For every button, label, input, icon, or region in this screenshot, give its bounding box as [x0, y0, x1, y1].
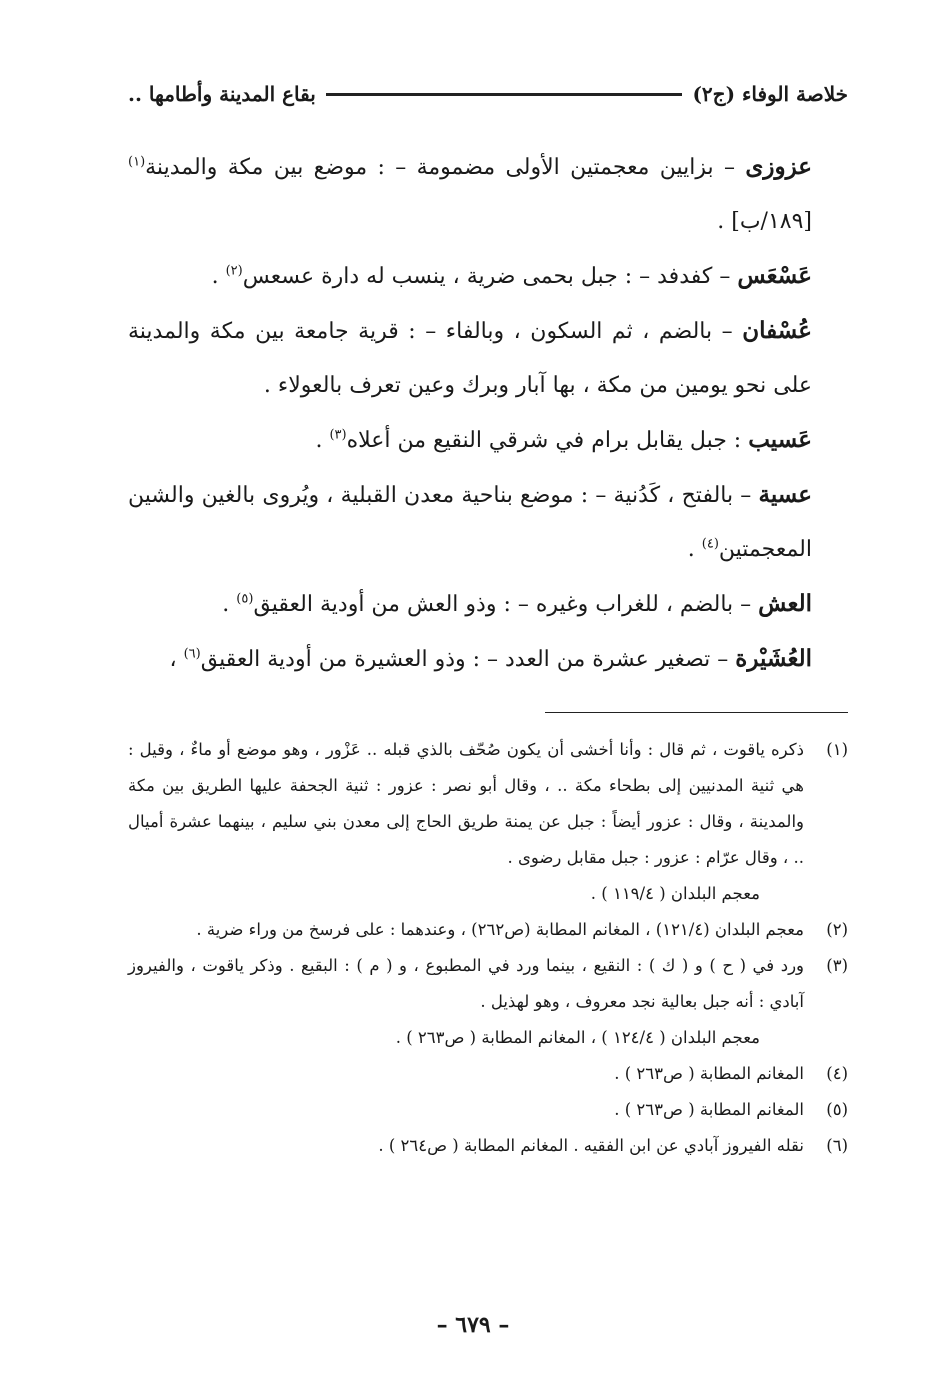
footnote — [128, 912, 848, 948]
footnote-citation: معجم البلدان ( ١١٩/٤ ) . — [590, 884, 760, 903]
footnote-number: (٤) — [826, 1064, 848, 1083]
section-title: بقاع المدينة وأطامها .. — [128, 82, 316, 106]
entry — [128, 577, 848, 632]
footnote-ref: (٦) — [183, 646, 201, 662]
entry-headword: عزوزى — [745, 153, 812, 180]
entry-headword: العُشَيْرة — [735, 645, 812, 672]
entry-headword: عَسْعَس — [737, 262, 812, 289]
footnotes — [128, 732, 848, 1164]
footnote-citation: معجم البلدان ( ١٢٤/٤ ) ، المغانم المطابة ( ص٢٦٣ ) . — [395, 1028, 760, 1047]
footnote — [128, 732, 848, 912]
entry — [128, 632, 848, 687]
entry-tail: . — [222, 592, 237, 617]
footnote-text: نقله الفيروز آبادي عن ابن الفقيه . المغانم المطابة ( ص٢٦٤ ) . — [378, 1136, 804, 1155]
footnote-number: (٥) — [826, 1100, 848, 1119]
entry — [128, 413, 848, 468]
entry-tail: . — [211, 264, 226, 289]
footnote-ref: (٣) — [329, 427, 347, 443]
footnote-ref: (٢) — [225, 263, 243, 279]
footnote-text: ورد في ( ح ) و ( ك ) : النقيع ، بينما ورد في المطبوع ، و ( م ) : البقيع . وذكر ياقوت ، والفيروز آبادي : أنه جبل بعالية نجد معروف ، وهو لهذيل . — [128, 956, 804, 1011]
entry — [128, 304, 848, 413]
entry-headword: عُسْفان — [742, 317, 812, 344]
entry — [128, 140, 848, 249]
footnote — [128, 948, 848, 1056]
entry-headword: عسية — [758, 481, 812, 508]
footnote-number: (٢) — [826, 920, 848, 939]
entry-text: – بالضم ، ثم السكون ، وبالفاء – : قرية جامعة بين مكة والمدينة على نحو يومين من مكة ، بها آبار وبرك وعين تعرف بالعولاء . — [128, 319, 812, 398]
footnote-text: معجم البلدان (١٢١/٤) ، المغانم المطابة (ص٢٦٢) ، وعندهما : على فرسخ من وراء ضرية . — [196, 920, 804, 939]
footnote-number: (٣) — [826, 956, 848, 975]
footnote — [128, 1092, 848, 1128]
running-header — [128, 76, 848, 112]
footnote-separator — [545, 712, 848, 713]
footnote — [128, 1056, 848, 1092]
entry-tail: [١٨٩/ب] . — [717, 209, 812, 234]
entry — [128, 249, 848, 304]
entry-headword: العش — [758, 590, 812, 617]
page-number: – ٦٧٩ – — [436, 1312, 510, 1338]
entry-text: – بالفتح ، كَدُنية – : موضع بناحية معدن القبلية ، ويُروى بالغين والشين المعجمتين — [128, 483, 812, 562]
entry-text: – بزايين معجمتين الأولى مضمومة – : موضع بين مكة والمدينة — [145, 155, 746, 180]
entry-headword: عَسيب — [748, 426, 812, 453]
footnote-ref: (٤) — [701, 536, 719, 552]
header-rule — [326, 93, 683, 96]
entry — [128, 468, 848, 577]
footnote-ref: (٥) — [236, 591, 254, 607]
entry-tail: . — [315, 428, 330, 453]
footnote-text: المغانم المطابة ( ص٢٦٣ ) . — [614, 1064, 804, 1083]
footnote-number: (١) — [826, 740, 848, 759]
entry-tail: ، — [169, 647, 184, 672]
book-title: خلاصة الوفاء (ج٢) — [692, 82, 848, 106]
footnote — [128, 1128, 848, 1164]
entry-tail: . — [687, 537, 702, 562]
footnote-text: ذكره ياقوت ، ثم قال : وأنا أخشى أن يكون صُحّف بالذي قبله .. عَزْور ، وهو موضع أو ماءٌ ، وقيل : هي ثنية المدنيين إلى بطحاء مكة .. ، وقال أبو نصر : عزور : ثنية الجحفة عليها الطريق بين مكة والمدينة ، وقال : عزور أيضاً : جبل عن يمنة طريق الحاج إلى معدن بني سليم ، بينهما عشرة أميال .. ، وقال عرّام : عزور : جبل مقابل رضوى . — [128, 740, 804, 867]
entry-text: – بالضم ، للغراب وغيره – : وذو العش من أودية العقيق — [253, 592, 759, 617]
main-text — [128, 140, 848, 687]
footnote-number: (٦) — [826, 1136, 848, 1155]
footnote-text: المغانم المطابة ( ص٢٦٣ ) . — [614, 1100, 804, 1119]
footnote-ref: (١) — [128, 154, 146, 170]
entry-text: – تصغير عشرة من العدد – : وذو العشيرة من أودية العقيق — [200, 647, 736, 672]
entry-text: – كفدفد – : جبل بحمى ضرية ، ينسب له دارة عسعس — [242, 264, 738, 289]
entry-text: : جبل يقابل برام في شرقي النقيع من أعلاه — [346, 428, 749, 453]
